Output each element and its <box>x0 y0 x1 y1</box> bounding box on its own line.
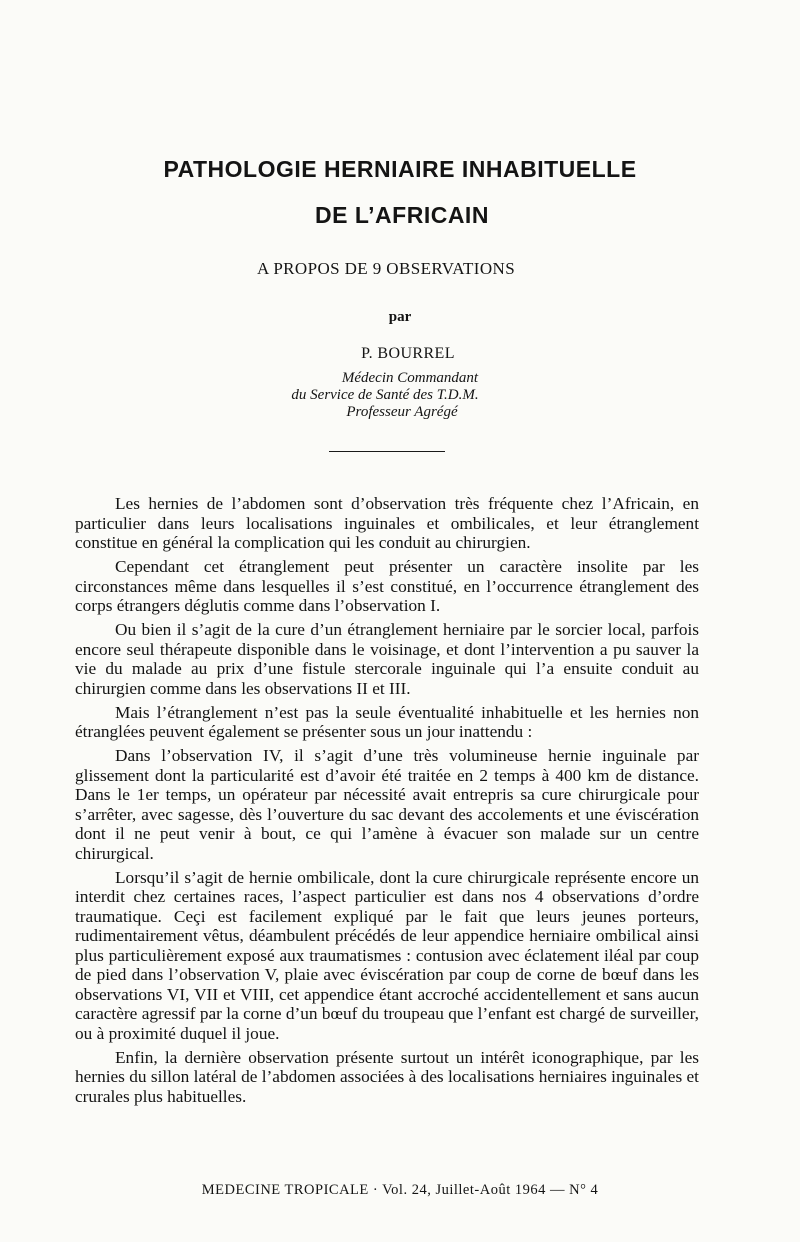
article-title-line-1: PATHOLOGIE HERNIAIRE INHABITUELLE <box>163 156 637 182</box>
author-affiliation-2: du Service de Santé des T.D.M. <box>291 387 479 403</box>
paragraph-1: Les hernies de l’abdomen sont d’observation très fréquente chez l’Africain, en particulier dans leurs localisations inguinales et ombilicales, et leur étranglement constitue en général la complication qui les conduit au chirurgien. <box>75 494 699 552</box>
author-affiliation-3: Professeur Agrégé <box>346 404 458 420</box>
author-name: P. BOURREL <box>361 345 455 362</box>
paragraph-7: Enfin, la dernière observation présente surtout un intérêt iconographique, par les hernies du sillon latéral de l’abdomen associées à des localisations herniaires inguinales et crurales plus habituelles. <box>75 1047 699 1106</box>
article-subtitle: A PROPOS DE 9 OBSERVATIONS <box>256 259 516 278</box>
title-divider-rule <box>329 451 445 452</box>
paragraph-5: Dans l’observation IV, il s’agit d’une très volumineuse hernie inguinale par glissement dont la particularité est d’avoir été traitée en 2 temps à 400 km de distance. Dans le 1er temps, un opérateur par nécessité avait entrepris sa cure chirurgicale pour s’arrêter, avec sagesse, dès l’ouverture du sac devant des accolements et une éviscération dont il ne peut venir à bout, ce qui l’amène à évacuer son malade sur un centre chirurgical. <box>75 746 699 863</box>
journal-footer: MEDECINE TROPICALE · Vol. 24, Juillet-Août 1964 — N° 4 <box>201 1182 599 1198</box>
article-title-line-2: DE L’AFRICAIN <box>315 202 489 228</box>
byline-par: par <box>388 309 412 325</box>
article-body <box>75 494 699 1111</box>
paragraph-3: Ou bien il s’agit de la cure d’un étranglement herniaire par le sorcier local, parfois encore seul thérapeute disponible dans le voisinage, et dont l’intervention a pu sauver la vie du malade au prix d’une fistule stercorale inguinale qui l’a ensuite conduit au chirurgien comme dans les observations II et III. <box>75 620 699 698</box>
paragraph-4: Mais l’étranglement n’est pas la seule éventualité inhabituelle et les hernies non étranglées peuvent également se présenter sous un jour inattendu : <box>75 702 699 741</box>
author-affiliation-1: Médecin Commandant <box>341 370 479 386</box>
paragraph-2: Cependant cet étranglement peut présenter un caractère insolite par les circonstances même dans lesquelles il s’est constitué, en l’occurrence étranglement des corps étrangers déglutis comme dans l’observation I. <box>75 557 699 615</box>
paragraph-6: Lorsqu’il s’agit de hernie ombilicale, dont la cure chirurgicale représente encore un interdit chez certaines races, l’aspect particulier est dans nos 4 observations d’ordre traumatique. Ceçi est facilement expliqué par le fait que leurs jeunes porteurs, rudimentairement vêtus, déambulent précédés de leur appendice herniaire ombilical ainsi plus particulièrement exposé aux traumatismes : contusion avec éclatement iléal par coup de pied dans l’observation V, plaie avec éviscération par coup de corne de bœuf dans les observations VI, VII et VIII, cet appendice étant accroché accidentellement et sans aucun caractère agressif par la corne d’un bœuf du troupeau que l’enfant est chargé de surveiller, ou à proximité duquel il joue. <box>75 867 699 1043</box>
